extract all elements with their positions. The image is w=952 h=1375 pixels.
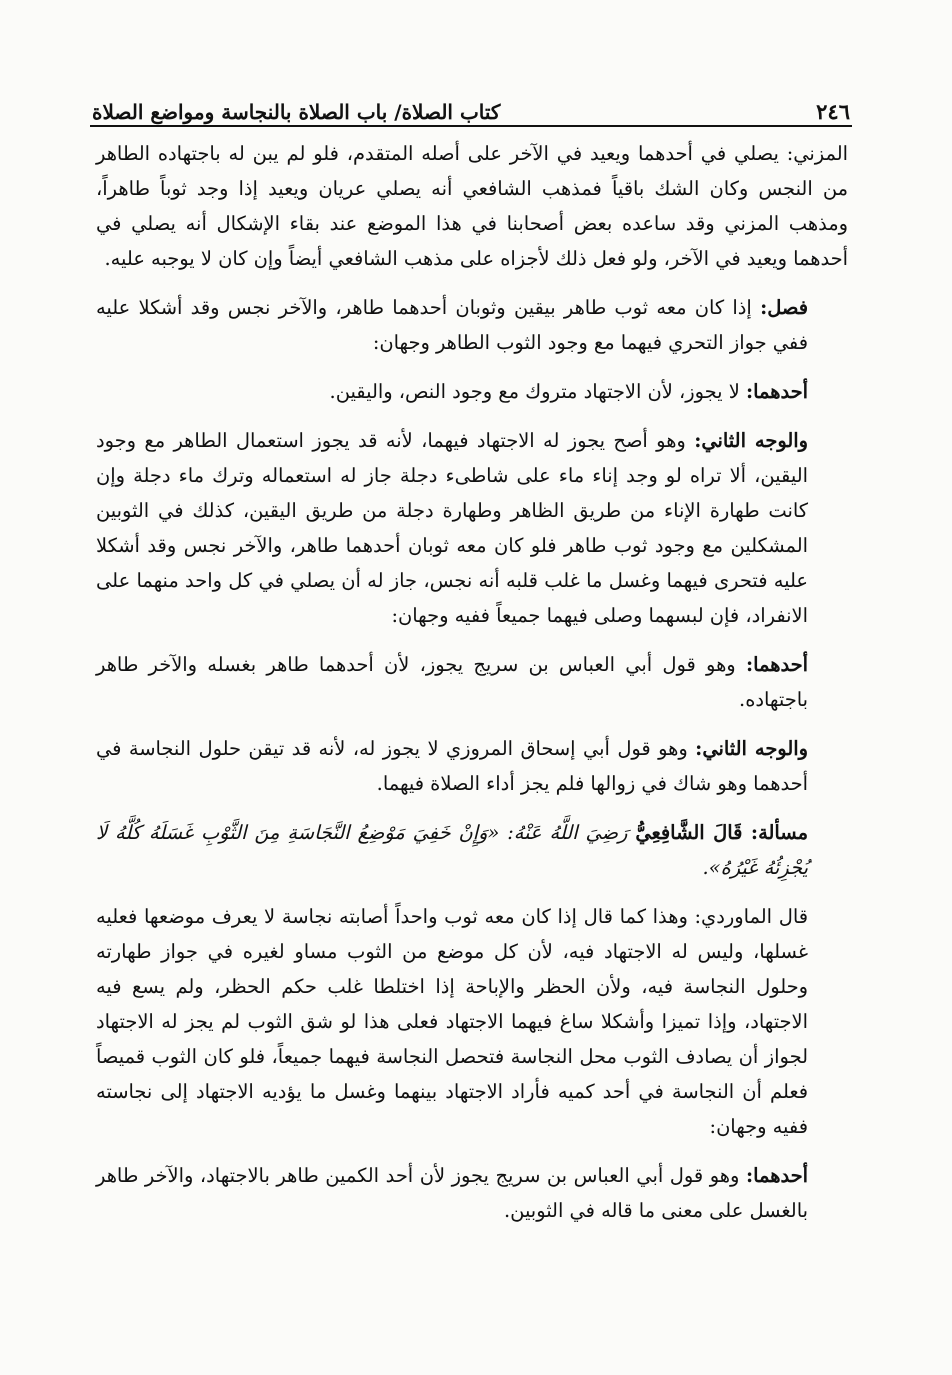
paragraph-text: رَضِيَ اللَّهُ عَنْهُ: «وَإِنْ خَفِيَ مَوْضِعُ النَّجَاسَةِ مِنَ الثَّوْبِ غَسَلَهُ كُلَّهُ لَا يُجْزِئُهُ غَيْرُهُ». — [96, 821, 808, 879]
paragraph-text: قال الماوردي: وهذا كما قال إذا كان معه ثوب واحداً أصابته نجاسة لا يعرف موضعها فعليه غسلها، وليس له الاجتهاد فيه، لأن كل موضع من الثوب مساو لغيره في جواز طهارته وحلول النجاسة فيه، ولأن الحظر والإباحة إذا اختلطا غلب حكم الحظر، ولم يسع فيه الاجتهاد، وإذا تميزا وأشكلا ساغ فيهما الاجتهاد فعلى هذا لو شق الثوب لم يجز له الاجتهاد لجواز أن يصادف الثوب محل النجاسة فتحصل النجاسة فيهما جميعاً، فلو كان الثوب قميصاً فعلم أن النجاسة في أحد كميه فأراد الاجتهاد بينهما وغسل ما يؤديه الاجتهاد إلى نجاسته ففيه وجهان: — [96, 905, 808, 1138]
page-body — [96, 136, 848, 1242]
paragraph-9 — [96, 1158, 848, 1228]
paragraph-8 — [96, 899, 848, 1144]
page-header — [92, 84, 850, 124]
paragraph-text: إذا كان معه ثوب طاهر بيقين وثوبان أحدهما طاهر، والآخر نجس وقد أشكلا عليه ففي جواز التحري فيهما مع وجود الثوب الطاهر وجهان: — [96, 296, 808, 354]
paragraph-2 — [96, 290, 848, 360]
paragraph-text: لا يجوز، لأن الاجتهاد متروك مع وجود النص، واليقين. — [329, 380, 740, 403]
paragraph-4 — [96, 423, 848, 633]
paragraph-1 — [96, 136, 848, 276]
paragraph-6 — [96, 731, 848, 801]
paragraph-term: أحدهما: — [745, 1164, 808, 1187]
paragraph-term: فصل: — [760, 296, 808, 319]
paragraph-term: مسألة: قَالَ الشَّافِعِيُّ — [635, 821, 808, 844]
paragraph-text: وهو قول أبي العباس بن سريج يجوز، لأن أحدهما طاهر بغسله والآخر طاهر باجتهاده. — [96, 653, 808, 711]
paragraph-text: وهو قول أبي العباس بن سريج يجوز لأن أحد الكمين طاهر بالاجتهاد، والآخر طاهر بالغسل على معنى ما قاله في الثوبين. — [96, 1164, 808, 1222]
paragraph-text: وهو قول أبي إسحاق المروزي لا يجوز له، لأنه قد تيقن حلول النجاسة في أحدهما وهو شاك في زوالها فلم يجز أداء الصلاة فيهما. — [96, 737, 808, 795]
paragraph-term: أحدهما: — [745, 653, 808, 676]
paragraph-term: أحدهما: — [745, 380, 808, 403]
paragraph-text: وهو أصح يجوز له الاجتهاد فيهما، لأنه قد يجوز استعمال الطاهر مع وجود اليقين، ألا تراه لو وجد إناء ماء على شاطىء دجلة جاز له استعماله وترك ماء دجلة وإن كانت طهارة الإناء من طريق الظاهر وطهارة دجلة من طريق اليقين، كذلك في الثوبين المشكلين مع وجود ثوب طاهر فلو كان معه ثوبان أحدهما طاهر، والآخر نجس وقد أشكلا عليه فتحرى فيهما وغسل ما غلب قلبه أنه نجس، جاز له أن يصلي في كل واحد منهما على الانفراد، فإن لبسهما وصلى فيهما جميعاً ففيه وجهان: — [96, 429, 808, 627]
paragraph-text: المزني: يصلي في أحدهما ويعيد في الآخر على أصله المتقدم، فلو لم يبن له باجتهاده الطاهر من النجس وكان الشك باقياً فمذهب الشافعي أنه يصلي عريان ويعيد إذا وجد ثوباً طاهراً، ومذهب المزني وقد ساعده بعض أصحابنا في هذا الموضع عند بقاء الإشكال أنه يصلي في أحدهما ويعيد في الآخر، ولو فعل ذلك لأجزاه على مذهب الشافعي أيضاً وإن كان لا يوجبه عليه. — [96, 142, 848, 270]
page-number: ٢٤٦ — [816, 99, 850, 124]
paragraph-term: والوجه الثاني: — [695, 737, 808, 760]
paragraph-3 — [96, 374, 848, 409]
paragraph-5 — [96, 647, 848, 717]
running-title: كتاب الصلاة/ باب الصلاة بالنجاسة ومواضع الصلاة — [92, 100, 501, 124]
paragraph-term: والوجه الثاني: — [694, 429, 808, 452]
paragraph-7 — [96, 815, 848, 885]
header-divider — [90, 125, 852, 127]
